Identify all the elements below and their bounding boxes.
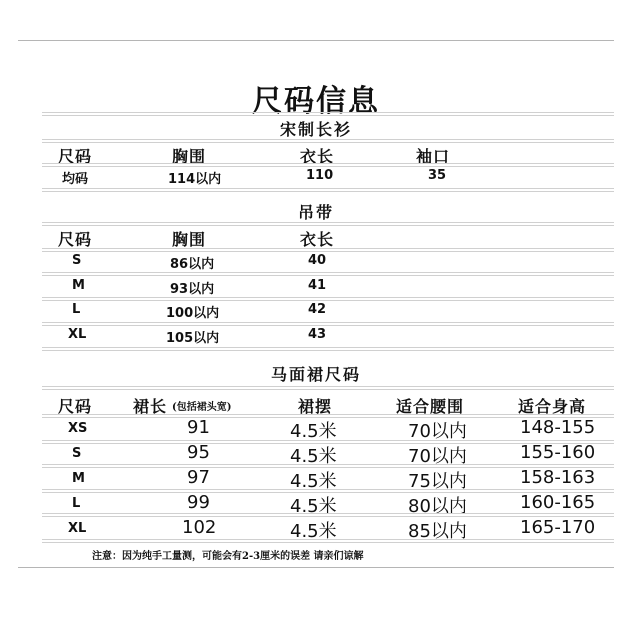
cell-length: 42 [308, 302, 327, 317]
cell-size: L [72, 496, 81, 511]
cell-size: M [72, 278, 85, 293]
header-chest: 胸围 [172, 147, 207, 166]
cell-chest: 93以内 [170, 282, 215, 297]
cell-hem: 4.5米 [290, 521, 337, 542]
cell-waist: 70以内 [408, 421, 467, 442]
header-cuff: 袖口 [416, 147, 451, 166]
cell-skirt-length: 102 [182, 517, 217, 538]
cell-size: M [72, 471, 85, 486]
cell-height: 148-155 [520, 417, 596, 438]
header-skirt-length: 裙长 [133, 397, 168, 416]
cell-skirt-length: 91 [187, 417, 210, 438]
cell-length: 40 [308, 253, 327, 268]
divider [42, 347, 614, 351]
cell-waist: 85以内 [408, 521, 467, 542]
cell-waist: 75以内 [408, 471, 467, 492]
cell-hem: 4.5米 [290, 471, 337, 492]
divider [42, 248, 614, 252]
cell-hem: 4.5米 [290, 446, 337, 467]
cell-skirt-length: 97 [187, 467, 210, 488]
divider [42, 222, 614, 226]
cell-length: 110 [306, 168, 334, 183]
top-rule [18, 40, 614, 41]
divider [42, 163, 614, 167]
header-chest: 胸围 [172, 230, 207, 249]
header-length: 衣长 [300, 230, 335, 249]
header-size: 尺码 [58, 397, 93, 416]
cell-chest: 105以内 [166, 331, 220, 346]
bottom-rule [18, 567, 614, 568]
divider [42, 539, 614, 543]
cell-length: 41 [308, 278, 327, 293]
cell-hem: 4.5米 [290, 421, 337, 442]
page-title: 尺码信息 [252, 84, 380, 119]
header-size: 尺码 [58, 147, 93, 166]
cell-skirt-length: 95 [187, 442, 210, 463]
cell-height: 165-170 [520, 517, 596, 538]
cell-chest: 86以内 [170, 257, 215, 272]
header-skirt-length-note: (包括裙头宽) [172, 402, 232, 413]
section-heading-camisole: 吊带 [297, 203, 334, 222]
cell-length: 43 [308, 327, 327, 342]
cell-size: S [72, 446, 82, 461]
cell-size: S [72, 253, 82, 268]
divider [42, 297, 614, 301]
header-hem: 裙摆 [298, 397, 333, 416]
cell-chest: 114以内 [168, 172, 222, 187]
divider [42, 112, 614, 116]
cell-height: 160-165 [520, 492, 596, 513]
header-height: 适合身高 [518, 397, 587, 416]
cell-size: XL [68, 521, 87, 536]
cell-waist: 70以内 [408, 446, 467, 467]
cell-hem: 4.5米 [290, 496, 337, 517]
section-heading-skirt: 马面裙尺码 [270, 365, 361, 384]
cell-size: XS [68, 421, 88, 436]
cell-cuff: 35 [428, 168, 447, 183]
cell-height: 155-160 [520, 442, 596, 463]
measurement-note: 注意：因为纯手工量测，可能会有2-3厘米的误差 请亲们谅解 [92, 551, 364, 562]
header-waist: 适合腰围 [396, 397, 465, 416]
divider [42, 139, 614, 143]
divider [42, 188, 614, 192]
section-heading-shirt: 宋制长衫 [279, 120, 352, 139]
cell-size: 均码 [62, 172, 89, 187]
cell-waist: 80以内 [408, 496, 467, 517]
divider [42, 386, 614, 390]
divider [42, 272, 614, 276]
header-length: 衣长 [300, 147, 335, 166]
header-size: 尺码 [58, 230, 93, 249]
cell-height: 158-163 [520, 467, 596, 488]
cell-chest: 100以内 [166, 306, 220, 321]
cell-size: XL [68, 327, 87, 342]
cell-skirt-length: 99 [187, 492, 210, 513]
divider [42, 322, 614, 326]
cell-size: L [72, 302, 81, 317]
